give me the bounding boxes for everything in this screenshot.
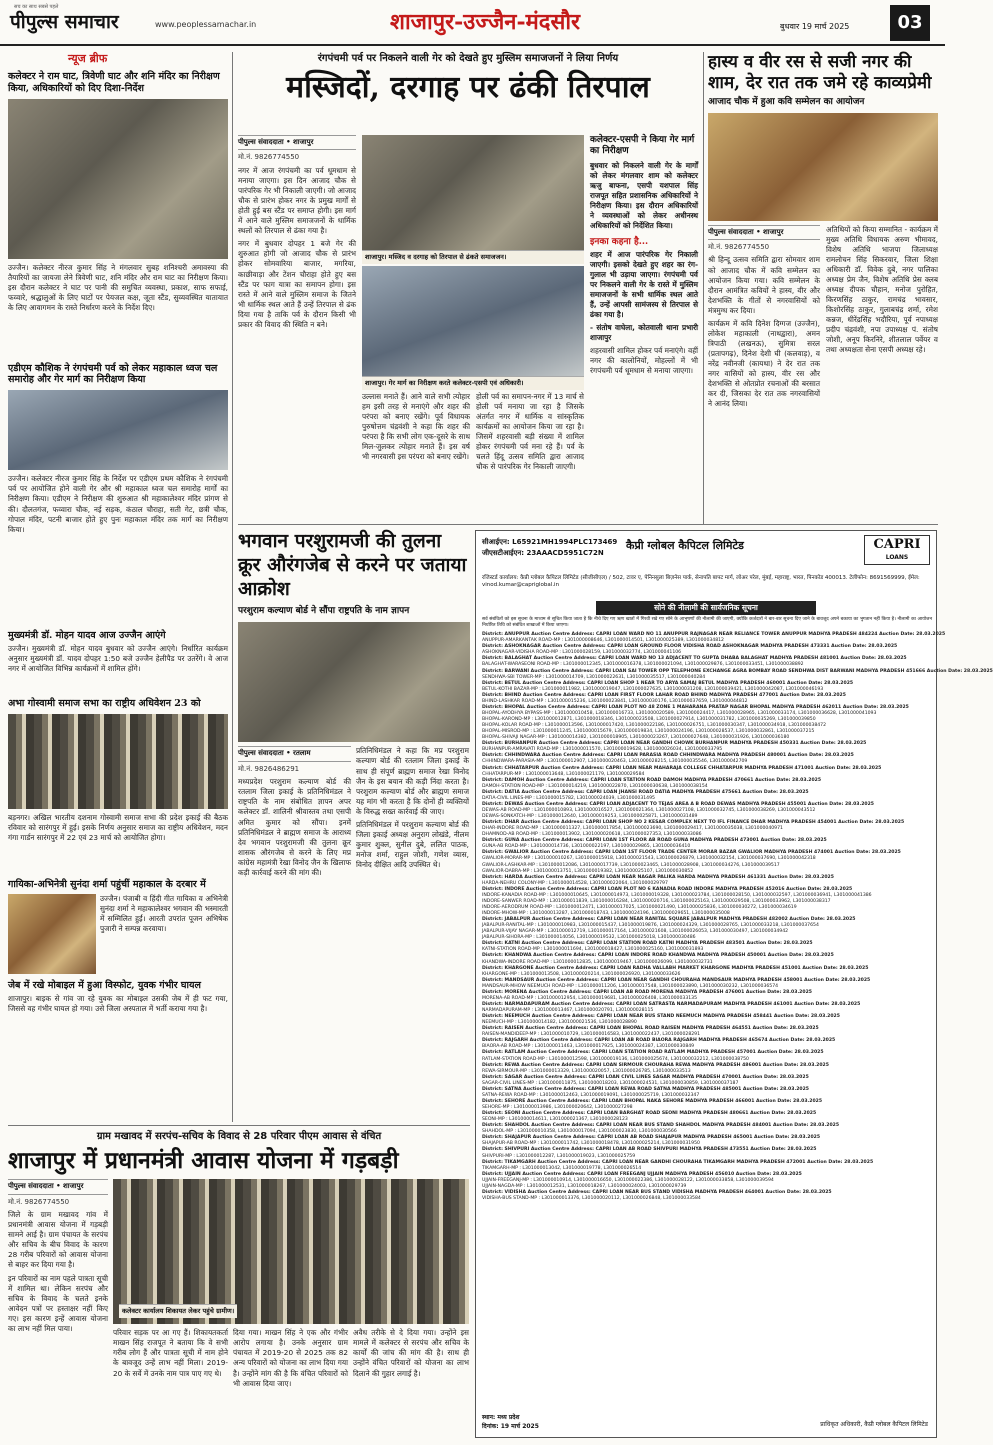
notice-line: SEONI-MP : L301000014611, L301000021367, L301000028123: [482, 1117, 628, 1123]
kavi-body-2: कार्यक्रम में कवि दिनेश दिग्गज (उज्जैन), लोकेश महाकाली (नाथद्वारा), अमन त्रिपाठी (लखनऊ), सुमित्रा सरल (प्रतापगढ़), दिनेश देशी घी (कलवाड़), व नरेंद्र नवीनजी (कायथा) ने देर रात तक नगर वासियों को हास्य, वीर रस और देशभक्ति से ओतप्रोत रचनाओं की बरसात कर दी, जिसका देर रात तक नगरवासियों ने आनंद लिया।: [708, 318, 820, 409]
notice-line: District: UJJAIN Auction Centre Address: CAPRI LOAN FREEGANJ UJJAIN MADHYA PRADESH 456010 Auction Date: 28.03.2025: [482, 1171, 802, 1177]
inspection-photo-caption: शाजापुर। गेर मार्ग का निरीक्षण करते कलेक्टर-एसपी एवं अधिकारी।: [362, 376, 584, 390]
brief-text-1: उज्जैन। कलेक्टर नीरज कुमार सिंह ने मंगलवार सुबह शनिश्चरी अमावस्या की तैयारियों का जायजा लेने त्रिवेणी घाट, शनि मंदिर और राम घाट का निरीक्षण किया। इस दौरान कलेक्टर ने घाट पर पानी की समुचित व्यवस्था, प्रकाश, साफ सफाई, फव्वारे, श्रद्धालुओं के लिए घाटों पर पेयजल कक्ष, जूता स्टैंड, सुव्यवस्थित यातायात के लिए आवागमन के रास्ते निर्धारण करने के निर्देश दिए।: [8, 262, 228, 312]
quote-text: शहर में आज पारंपरिक गेर निकाली जाएगी। इसको देखते हुए शहर का रंग-गुलाल भी उड़ाया जाएगा। रंगपंचमी पर्व पर निकलने वाली गेर के रास्ते में मुस्लिम समाजजनों के सभी धार्मिक स्थल आते हैं, उन्हें आपसी सामंजस्य से तिरपाल से ढंका गया है।: [590, 250, 698, 320]
notice-fine-print: [482, 617, 993, 1417]
notice-gstin: जीएसटीआईएन: 23AAACD5951C72N: [482, 548, 604, 557]
notice-line: District: BHIND Auction Centre Address: CAPRI LOAN FIRST FLOOR LAHAR ROAD BHIND MADHYA PRADESH 477001 Auction Date: 28.03.2025: [482, 692, 846, 698]
notice-line: District: TIKAMGARH Auction Centre Address: CAPRI LOAN NEAR GANDHI CHOURAHA TIKAMGARH MADHYA PRADESH 472001 Auction Date: 28.03.2025: [482, 1159, 874, 1165]
notice-line: SAGAR-CIVIL LINES-MP : L301000011875, L301000018203, L301000024531, L301000030859, L301000037187: [482, 1080, 739, 1086]
notice-line: CHHATARPUR-MP : L301000013648, L301000021179, L301000029584: [482, 771, 645, 777]
pm-awas-body-2: इन परिवारों का नाम पहले पात्रता सूची में शामिल था। लेकिन सरपंच और सचिव के विवाद के चलते इनके आवेदन पत्रों पर हस्ताक्षर नहीं किए गए। इस कारण इन्हें आवास योजना का लाभ नहीं मिल पाया।: [8, 1273, 108, 1333]
notice-line: District: BETUL Auction Centre Address: CAPRI LOAN SHOP 1 NEAR TO ARYA SAMAJ BETUL MADHYA PRADESH 460001 Auction Date: 28.03.2025: [482, 680, 854, 686]
notice-line: District: MORENA Auction Centre Address: CAPRI LOAN AB ROAD MORENA MADHYA PRADESH 476001 Auction Date: 28.03.2025: [482, 989, 812, 995]
notice-line: HARDA-NEHRU COLONY-MP : L301000014528, L301000022064, L301000029797: [482, 880, 668, 886]
villagers-photo-caption: कलेक्टर कार्यालय शिकायत लेकर पहुंचे ग्रामीण।: [119, 1304, 237, 1318]
notice-line: District: JABALPUR Auction Centre Address: CAPRI LOAN NEAR RANITAL SQUARE JABALPUR MADHYA PRADESH 482002 Auction Date: 28.03.2025: [482, 917, 856, 923]
notice-line: District: BHOPAL Auction Centre Address: CAPRI LOAN PLOT NO 48 ZONE 1 MAHARANA PRATAP NAGAR BHOPAL MADHYA PRADESH 462011 Auction Date: 28.03.2025: [482, 704, 909, 710]
sidebar-text: बुधवार को निकलने वाली गेर के मार्गों को लेकर मंगलवार शाम को कलेक्टर ऋजु बाफना, एसपी यशपाल सिंह राजपूत सहित प्रशासनिक अधिकारियों ने निरीक्षण किया। इस दौरान अधिकारियों ने व्यवस्थाओं को लेकर अधीनस्थ अधिकारियों को निर्देशित किया।: [590, 160, 698, 230]
notice-line: District: SAGAR Auction Centre Address: CAPRI LOAN CIVIL LINES SAGAR MADHYA PRADESH 470001 Auction Date: 28.03.2025: [482, 1074, 809, 1080]
notice-line: District: HARDA Auction Centre Address: CAPRI LOAN NEAR NAGAR PALIKA HARDA MADHYA PRADESH 461331 Auction Date: 28.03.2025: [482, 874, 834, 880]
notice-line: ASHOKNAGAR-VIDISHA ROAD-MP : L301000028159, L301000032774, L301000041106: [482, 650, 682, 656]
notice-line: BHOPAL-MISROD-MP : L301000011245, L301000015679, L301000019834, L301000024196, L301000028537, L301000032861, L301000037215: [482, 729, 815, 735]
notice-line: RATLAM-STATION ROAD-MP : L301000012598, L301000019136, L301000025674, L301000032212, L301000038750: [482, 1056, 749, 1062]
notice-cin: [482, 537, 617, 558]
notice-line: BALAGHAT-WARASEONI ROAD-MP : L301000012345, L301000016378, L301000021094, L301000029876, L301000033451, L301000038892: [482, 662, 804, 668]
notice-line: District: BALAGHAT Auction Centre Address: CAPRI LOAN WARD NO 13 ADJACENT TO GUPTA DHABA BALAGHAT MADHYA PRADESH 481001 Auction Date: 28.03.2025: [482, 656, 907, 662]
notice-line: District: RATLAM Auction Centre Address: CAPRI LOAN STATION ROAD RATLAM MADHYA PRADESH 457001 Auction Date: 28.03.2025: [482, 1050, 824, 1056]
newspaper-logo: पीपुल्स समाचार: [10, 11, 119, 33]
notice-line: District: SEONI Auction Centre Address: CAPRI LOAN BARGHAT ROAD SEONI MADHYA PRADESH 480661 Auction Date: 28.03.2025: [482, 1111, 817, 1117]
notice-line: BHIND-LASHKAR ROAD-MP : L301000015236, L301000023841, L301000030176, L301000037659, L301000044812: [482, 698, 748, 704]
notice-auction-list: [482, 632, 993, 1202]
logo-sub-text: LOANS: [885, 554, 909, 561]
notice-line: VIDISHA-BUS STAND-MP : L301000013376, L301000020112, L301000026848, L301000033584: [482, 1195, 701, 1201]
notice-line: ANUPPUR-AMARKANTAK ROAD-MP : L301000008646, L301000014501, L301000025389, L301000034812: [482, 638, 724, 644]
notice-line: NARMADAPURAM-MP : L301000013467, L301000020791, L301000028115: [482, 1008, 654, 1013]
parshuram-reporter-phone: मो.नं. 9826486291: [238, 764, 300, 773]
kavi-byline: पीपुल्स संवाददाता • शाजापुर: [708, 225, 820, 240]
issue-date: बुधवार 19 मार्च 2025: [780, 22, 850, 31]
pm-awas-byline: पीपुल्स संवाददाता • शाजापुर: [8, 1179, 108, 1194]
auction-notice-ad: [475, 530, 993, 1438]
notice-title: सोने की नीलामी की सार्वजनिक सूचना: [596, 601, 816, 615]
notice-line: JABALPUR-RANITAL-MP : L301000010983, L301000015437, L301000019876, L301000024329, L301000028765, L301000033218, L301000037654: [482, 923, 819, 929]
sidebar-headline: कलेक्टर-एसपी ने किया गेर मार्ग का निरीक्षण: [590, 135, 695, 157]
notice-intro: सर्व संबंधितों को इस सूचना के माध्यम से सूचित किया जाता है कि नीचे दिए गए ऋण खातों में गिरवी रखे गए सोने के आभूषणों की नीलामी की जाएगी, क्योंकि कर्जदारों ने बार-बार सूचना दिए जाने के बावजूद अपने बकाया का भुगतान नहीं किया है। नीलामी का आयोजन निर्धारित तिथि को संबंधित शाखाओं में किया जाएगा।: [482, 617, 932, 629]
pm-awas-headline: शाजापुर में प्रधानमंत्री आवास योजना में गड़बड़ी: [8, 1146, 399, 1174]
notice-line: MANDSAUR-MHOW NEEMUCH ROAD-MP : L301000011206, L301000017548, L301000023890, L301000030232, L301000036574: [482, 983, 779, 989]
kavi-body-1: श्री हिन्दू उत्सव समिति द्वारा सोमवार शाम को आजाद चौक में कवि सम्मेलन का आयोजन किया गया। कवि सम्मेलन के दौरान आमंत्रित कवियों ने हास्य, वीर और देशभक्ति के गीतों से नगरवासियों को मंत्रमुग्ध कर दिया।: [708, 255, 820, 315]
notice-line: BHOPAL-AYODHYA BYPASS-MP : L301000010458, L301000016733, L301000020589, L301000024417, L301000028965, L301000033174, L301000036628, L301000041093: [482, 710, 877, 716]
notice-line: District: SHAHDOL Auction Centre Address: CAPRI LOAN NEAR BUS STAND SHAHDOL MADHYA PRADESH 484001 Auction Date: 28.03.2025: [482, 1123, 840, 1129]
notice-line: BIAORA-AB ROAD-MP : L301000011463, L301000017925, L301000024387, L301000030849: [482, 1044, 695, 1050]
notice-line: DAMOH-STATION ROAD-MP : L301000014219, L301000022870, L301000030638, L301000038154: [482, 783, 708, 789]
notice-line: INDORE-KANADIA ROAD-MP : L301000010645, L301000014973, L301000019328, L301000023784, L301000028150, L301000032597, L301000036941, L301000041386: [482, 892, 872, 898]
lead-col-3: [476, 392, 584, 520]
notice-line: SHAHDOL-MP : L301000010358, L301000017094, L301000023830, L301000030566: [482, 1129, 677, 1135]
lead-byline: पीपुल्स संवाददाता • शाजापुर: [238, 135, 356, 150]
kavi-headline: हास्य व वीर रस से सजी नगर की शाम, देर रात तक जमे रहे काव्यप्रेमी: [708, 52, 932, 93]
notice-line: District: INDORE Auction Centre Address: CAPRI LOAN PLOT NO 6 KANADIA ROAD INDORE MADHYA PRADESH 452016 Auction Date: 28.03.2025: [482, 886, 853, 892]
notice-line: District: RAJGARH Auction Centre Address: CAPRI LOAN AB ROAD BIAORA RAJGARH MADHYA PRADESH 465674 Auction Date: 28.03.2025: [482, 1038, 836, 1044]
quote-heading: इनका कहना है...: [590, 236, 649, 247]
lead-body-2: नगर में बुधवार दोपहर 1 बजे गेर की शुरुआत होगी जो आजाद चौक से प्रारंभ होकर सोमवारिया बाजार, मगरिया, काछीवाड़ा और टेंशन चौराहा होते हुए बस स्टैंड पर फाग यात्रा का समापन होगा। इस रास्ते में आने वाले मुस्लिम समाज के जितने भी धार्मिक स्थल आते हैं उन्हें तिरपाल से ढंक दिया गया है ताकि पर्व के दौरान किसी भी प्रकार की विवाद की स्थिति न बने।: [238, 239, 356, 329]
goswami-samaj-photo: [8, 714, 228, 809]
gair-route-inspection-photo: [362, 266, 584, 376]
pm-awas-reporter-phone: मो.नं. 9826774550: [8, 1197, 70, 1206]
notice-line: District: ANUPPUR Auction Centre Address: CAPRI LOAN WARD NO 11 ANUPPUR RAJNAGAR NEAR RELIANCE TOWER ANUPPUR MADHYA PRADESH 484224 Auction Date: 28.03.2025: [482, 632, 946, 638]
brand-tagline: सच का साथ सबसे पहले: [14, 4, 59, 10]
brief-text-3: उज्जैन। मुख्यमंत्री डॉ. मोहन यादव बुधवार को उज्जैन आएंगे। निर्धारित कार्यक्रम अनुसार मुख्यमंत्री डॉ. यादव दोपहर 1:50 बजे उज्जैन हेलीपैड पर उतरेंगे। वे आज नगर में आयोजित विभिन्न कार्यक्रमों में शामिल होंगे।: [8, 644, 228, 674]
kavi-sammelan-photo: [708, 113, 938, 221]
notice-cin-number: सीआईएन: L65921MH1994PLC173469: [482, 538, 618, 546]
notice-line: District: KATNI Auction Centre Address: CAPRI LOAN STATION ROAD KATNI MADHYA PRADESH 483501 Auction Date: 28.03.2025: [482, 941, 813, 947]
brief-headline-1: कलेक्टर ने राम घाट, त्रिवेणी घाट और शनि मंदिर का निरीक्षण किया, अधिकारियों को दिए दिशा-निर्देश: [8, 70, 220, 94]
notice-line: JABALPUR-VIJAY NAGAR-MP : L301000012719, L301000017164, L301000021608, L301000026053, L301000030497, L301000034942: [482, 929, 789, 935]
website-url: www.peoplessamachar.in: [155, 20, 257, 29]
page-number: 03: [890, 5, 930, 41]
notice-line: District: SATNA Auction Centre Address: CAPRI LOAN REWA ROAD SATNA MADHYA PRADESH 485001 Auction Date: 28.03.2025: [482, 1086, 809, 1092]
villagers-complaint-photo: [113, 1179, 469, 1324]
lead-body-3: उल्लास मनाते हैं। आने वाले सभी त्योहार हम इसी तरह से मनाएंगे और शहर की परंपरा को बनाए रखेंगे। पूर्व विधायक पुरुषोत्तम चंद्रवंशी ने कहा कि शहर की परंपरा है कि सभी लोग एक-दूसरे के साथ मिल-जुलकर त्योहार मनाते हैं। इस वर्ष भी नगरवासी इस परंपरा को बनाए रखेंगे।: [362, 392, 470, 462]
mosque-tarpaulin-photo: [362, 135, 584, 250]
lead-col-1: [238, 135, 356, 520]
logo-main-text: CAPRI: [873, 537, 921, 552]
masthead: [0, 0, 945, 46]
brief-text-4: बड़नगर। अखिल भारतीय दशनाम गोस्वामी समाज सभा की प्रदेश इकाई की बैठक रविवार को सारंगपुर में हुई। इसके निर्णय अनुसार समाज का राष्ट्रीय अधिवेशन, मदन गंगा गार्डन सारंगपुर में 22 एवं 23 मार्च को आयोजित होगा।: [8, 813, 228, 843]
lead-tail-text: शहरवासी शामिल होकर पर्व मनाएंगे। वहीं नगर की कालोनियों, मोहल्लों में भी रंगपंचमी पर्व धूमधाम से मनाया जाएगा।: [590, 345, 698, 375]
lead-body-1: नगर में आज रंगपंचमी का पर्व धूमधाम से मनाया जाएगा। इस दिन आजाद चौक से पारंपरिक गेर भी निकाली जाएगी। जो आजाद चौक से प्रारंभ होकर नगर के प्रमुख मार्गों से होती हुई बस स्टैंड पर समाप्त होगी। इस मार्ग में आने वाले मुस्लिम समाजजनों के धार्मिक स्थलों को तिरपाल से ढंका गया है।: [238, 165, 356, 236]
notice-line: DHAR-INDORE ROAD-MP : L301000011327, L301000017854, L301000023690, L301000029417, L301000035038, L301000040971: [482, 826, 783, 832]
notice-line: SENDHWA-SBI TOWER-MP : L301000014709, L301000022631, L301000035517, L301000040284: [482, 674, 706, 680]
notice-line: DEWAS-AB ROAD-MP : L301000010893, L301000016527, L301000021364, L301000027108, L301000032745, L301000038269, L301000043512: [482, 807, 816, 813]
lead-headline: मस्जिदों, दरगाह पर ढंकी तिरपाल: [286, 69, 650, 105]
notice-line: District: GWALIOR Auction Centre Address: CAPRI LOAN 1ST FLOOR TRADE CENTER MORAR BAZAR GWALIOR MADHYA PRADESH 474001 Auction Date: 28.03.2025: [482, 850, 901, 856]
parshuram-story: [238, 530, 470, 1120]
notice-line: DEWAS-SONKATCH-MP : L301000012640, L301000019253, L301000025871, L301000031489: [482, 814, 698, 819]
notice-line: District: DAMOH Auction Centre Address: CAPRI LOAN STATION ROAD DAMOH MADHYA PRADESH 470661 Auction Date: 28.03.2025: [482, 777, 822, 783]
pm-awas-body-4: दिया गया। माखन सिंह ने एक और गंभीर आरोप लगाया है। उनके अनुसार ग्राम पंचायत में 2019-20 से 2025 तक 82 अन्य परिवारों को योजना का लाभ दिया गया है। उन्होंने मांग की है कि वंचित परिवारों को भी आवास दिया जाए।: [233, 1328, 348, 1388]
pm-awas-body-3: परिवार सड़क पर आ गए हैं। शिकायतकर्ता माखन सिंह राजपूत ने बताया कि वे सभी गरीब लोग हैं और पात्रता सूची में नाम होने के बावजूद उन्हें लाभ नहीं मिला। 2019-20 के सर्वे में उनके नाम पात्र पाए गए थे।: [113, 1328, 228, 1378]
brief-headline-6: जेब में रखे मोबाइल में हुआ विस्फोट, युवक गंभीर घायल: [8, 979, 201, 991]
column-divider: [703, 52, 704, 524]
notice-line: INDORE-SANWER ROAD-MP : L301000011839, L301000016284, L301000020716, L301000025163, L301000029508, L301000033962, L301000038317: [482, 898, 831, 904]
kavi-deck: आजाद चौक में हुआ कवि सम्मेलन का आयोजन: [708, 97, 865, 108]
singer-mahakal-photo: [8, 894, 96, 974]
brief-headline-3: मुख्यमंत्री डॉ. मोहन यादव आज उज्जैन आएंगे: [8, 630, 166, 642]
notice-line: District: BARWANI Auction Centre Address: CAPRI LOAN SAI TOWER OPP TELEPHONE EXCHANGE AGRA BOMBAY ROAD SENDHWA DIST BARWANI MADHYA PRADESH 451666 Auction Date: 28.03.2025: [482, 668, 993, 674]
parshuram-body-3: प्रतिनिधिमंडल में परशुराम कल्याण बोर्ड की जिला इकाई अध्यक्ष अनुराग लोखंडे, नीलम कुमार शुक्ल, सुनील दुबे, ललित पाठक, मनोज शर्मा, राहुल जोशी, गणेश व्यास, विनोद दीक्षित आदि उपस्थित थे।: [356, 819, 469, 870]
notice-company-name: कैप्री ग्लोबल कैपिटल लिमिटेड: [626, 539, 744, 552]
notice-line: BHOPAL-SHIVAJI NAGAR-MP : L301000014382, L301000018905, L301000023267, L301000027648, L301000031926, L301000036180: [482, 735, 790, 741]
notice-line: District: SHAJAPUR Auction Centre Address: CAPRI LOAN AB ROAD SHAJAPUR MADHYA PRADESH 465001 Auction Date: 28.03.2025: [482, 1135, 821, 1141]
notice-line: BHOPAL-KAROND-MP : L301000012871, L301000018346, L301000023508, L301000027914, L301000031782, L301000035269, L301000039850: [482, 717, 816, 722]
notice-place-date: स्थान: मध्य प्रदेश दिनांक: 19 मार्च 2025: [482, 1414, 539, 1430]
brief-headline-2: एडीएम कौशिक ने रंगपंचमी पर्व को लेकर महाकाल ध्वज चल समारोह और गेर मार्ग का निरीक्षण किया: [8, 362, 218, 386]
section-title: शाजापुर-उज्जैन-मंदसौर: [390, 9, 581, 35]
notice-line: BETUL-KOTHI BAZAR-MP : L301000011982, L301000019047, L301000027635, L301000031208, L301000039421, L301000042087, L301000046193: [482, 686, 824, 692]
notice-line: MORENA-AB ROAD-MP : L301000012954, L301000019681, L301000026408, L301000033135: [482, 995, 698, 1001]
notice-line: JABALPUR-SIHORA-MP : L301000014056, L301000019532, L301000025018, L301000030486: [482, 935, 696, 941]
notice-line: District: REWA Auction Centre Address: CAPRI LOAN SIRMOUR CHOURAHA REWA MADHYA PRADESH 486001 Auction Date: 28.03.2025: [482, 1062, 829, 1068]
mosque-photo-caption: शाजापुर। मस्जिद व दरगाह को तिरपाल से ढंकते समाजजन।: [362, 250, 584, 264]
parshuram-body-1: मध्यप्रदेश परशुराम कल्याण बोर्ड की रतलाम जिला इकाई के प्रतिनिधिमंडल ने राष्ट्रपति के नाम संबोधित ज्ञापन अपर कलेक्टर डॉ. शालिनी श्रीवास्तव तथा एसपी अमित कुमार को सौंपा। इनमें प्रतिनिधिमंडल ने ब्राह्मण समाज के आराध्य देव भगवान परशुरामजी की तुलना क्रूर शासक औरंगजेब से करने के लिए मप्र कांग्रेस महामंत्री रेखा विनोद जैन के खिलाफ कड़ी कार्रवाई करने की मांग की।: [238, 777, 351, 877]
notice-line: District: DHAR Auction Centre Address: CAPRI LOAN SHOP NO 2 KESAR COMPLEX NEXT TO IFL FINANCE DHAR MADHYA PRADESH 454001 Auction Date: 28.03.2025: [482, 820, 905, 826]
brief-headline-4: अभा गोस्वामी समाज सभा का राष्ट्रीय अधिवेशन 23 को: [8, 698, 201, 710]
pm-awas-body-1: जिले के ग्राम मखावद गांव में प्रधानमंत्री आवास योजना में गड़बड़ी सामने आई है। ग्राम पंचायत के सरपंच और सचिव के बीच विवाद के कारण 28 गरीब परिवारों को आवास योजना से बाहर कर दिया गया है।: [8, 1210, 108, 1270]
lead-col-2: [362, 392, 470, 520]
brief-text-5: उज्जैन। पंजाबी व हिंदी गीत गायिका व अभिनेत्री सुनंदा शर्मा ने महाकालेश्वर भगवान की भस्मारती में सम्मिलित हुईं। आरती उपरांत पूजन अभिषेक पुजारी ने सम्पन्न करवाया।: [100, 893, 228, 934]
notice-line: District: CHHINDWARA Auction Centre Address: CAPRI LOAN PARASIA ROAD CHHINDWARA MADHYA PRADESH 480001 Auction Date: 28.03.2025: [482, 753, 854, 759]
notice-line: District: NEEMUCH Auction Centre Address: CAPRI LOAN NEAR BUS STAND NEEMUCH MADHYA PRADESH 458441 Auction Date: 28.03.2025: [482, 1014, 840, 1020]
notice-line: INDORE-MHOW-MP : L301000013287, L301000018743, L301000024196, L301000029651, L301000035008: [482, 911, 730, 916]
notice-line: REWA-SIRMOUR-MP : L301000013329, L301000020057, L301000026785, L301000033513: [482, 1068, 691, 1074]
parshuram-body-2: प्रतिनिधिमंडल ने कहा कि मप्र परशुराम कल्याण बोर्ड की रतलाम जिला इकाई के साथ ही संपूर्ण ब्राह्मण समाज रेखा विनोद जैन के इस बयान की कड़ी निंदा करता है। परशुराम कल्याण बोर्ड और ब्राह्मण समाज यह मांग भी करता है कि दोनों ही व्यक्तियों के विरुद्ध सख्त कार्रवाई की जाए।: [356, 746, 469, 816]
notice-line: BURHANPUR-AMRAVATI ROAD-MP : L301000011570, L301000019628, L301000026034, L301000033795: [482, 747, 723, 753]
notice-line: SHAJAPUR-AB ROAD-MP : L301000011742, L301000018478, L301000025214, L301000031950: [482, 1141, 700, 1147]
capri-loans-logo: [864, 535, 930, 565]
notice-line: GWALIOR-MORAR-MP : L301000010267, L301000015918, L301000021543, L301000026879, L301000032154, L301000037690, L301000042318: [482, 856, 816, 862]
collector-inspection-photo: [8, 99, 228, 259]
kavi-sammelan-story: [708, 52, 938, 524]
notice-line: District: SEHORE Auction Centre Address: CAPRI LOAN BHOPAL NAKA SEHORE MADHYA PRADESH 466001 Auction Date: 28.03.2025: [482, 1098, 823, 1104]
notice-line: INDORE-AERODRUM ROAD-MP : L301000012471, L301000017025, L301000021490, L301000025836, L301000030272, L301000034619: [482, 904, 797, 910]
pm-awas-story: [8, 1130, 470, 1440]
pm-awas-body-5: अवैध तरीके से दे दिया गया। उन्होंने इस मामले में कलेक्टर से सरपंच और सचिव के कार्यों की जांच की मांग की है। साथ ही उन्होंने वंचित परिवारों को योजना का लाभ दिलाने की गुहार लगाई है।: [353, 1328, 469, 1378]
notice-line: SATNA-REWA ROAD-MP : L301000012463, L301000019091, L301000025719, L301000032347: [482, 1092, 700, 1098]
notice-line: District: VIDISHA Auction Centre Address: CAPRI LOAN NEAR BUS STAND VIDISHA MADHYA PRADESH 464001 Auction Date: 28.03.2025: [482, 1189, 832, 1195]
notice-line: DHAMNOD-AB ROAD-MP : L301000013902, L301000020618, L301000027353, L301000033086: [482, 832, 702, 838]
notice-line: District: KHARGONE Auction Centre Address: CAPRI LOAN RADHA VALLABH MARKET KHARGONE MADHYA PRADESH 451001 Auction Date: 28.03.2025: [482, 965, 869, 971]
adm-inspection-photo: [8, 390, 228, 470]
notice-line: KHARGONE-MP : L301000013508, L301000020214, L301000026920, L301000033626: [482, 971, 681, 977]
notice-line: SEHORE-MP : L301000013986, L301000020642, L301000027298: [482, 1105, 633, 1110]
notice-line: TIKAMGARH-MP : L301000013042, L301000019778, L301000026514: [482, 1165, 642, 1171]
notice-line: District: RAISEN Auction Centre Address: CAPRI LOAN BHOPAL ROAD RAISEN MADHYA PRADESH 464551 Auction Date: 28.03.2025: [482, 1026, 819, 1032]
notice-line: District: ASHOKNAGAR Auction Centre Address: CAPRI LOAN GROUND FLOOR VIDISHA ROAD ASHOKNAGAR MADHYA PRADESH 473331 Auction Date: 28.03.2025: [482, 644, 898, 650]
notice-line: District: SHIVPURI Auction Centre Address: CAPRI LOAN AB ROAD SHIVPURI MADHYA PRADESH 473551 Auction Date: 28.03.2025: [482, 1147, 817, 1153]
notice-line: District: KHANDWA Auction Centre Address: CAPRI LOAN INDORE ROAD KHANDWA MADHYA PRADESH 450001 Auction Date: 28.03.2025: [482, 953, 834, 959]
lead-body-4: होली पर्व का समापन-नगर में 13 मार्च से होली पर्व मनाया जा रहा है जिसके अंतर्गत नगर में धार्मिक व सांस्कृतिक कार्यक्रमों का आयोजन किया जा रहा है। जिसमें शहरवासी बड़ी संख्या में शामिल होकर रंगपंचमी पर्व मना रहे हैं। पर्व के चलते हिंदू उत्सव समिति द्वारा आजाद चौक से पारंपरिक गेर निकाली जाएगी।: [476, 392, 584, 472]
notice-line: GWALIOR-LASHKAR-MP : L301000012086, L301000017739, L301000023465, L301000028908, L301000034276, L301000039517: [482, 862, 780, 868]
kavi-body-3: अतिथियों को किया सम्मानित - कार्यक्रम में मुख्य अतिथि विधायक अरुण भीमावद, विशेष अतिथि भाजपा जिलाध्यक्ष रामलोचन सिंह सिकरवार, जिला शिक्षा अधिकारी डॉ. विवेक दुबे, नगर पालिका अध्यक्ष प्रेम जैन, विशेष अतिथि प्रेस क्लब अध्यक्ष दीपक चौहान, मनोज पुरोहित, किरणसिंह ठाकुर, रामचंद्र भावसार, किशोरसिंह ठाकुर, गुलाबचंद्र शर्मा, रमेश कन्नज, धीरेंद्रसिंह भदौरिया, पूर्व नपाध्यक्ष प्रदीप चंद्रवंशी, नपा उपाध्यक्ष पं. संतोष जोशी, अनूप किरनिरे, शीतलाल पर्वेयर व तथा अध्यक्षता सेना एसपी अध्यक्ष रहे।: [826, 224, 938, 355]
notice-signatory: प्राधिकृत अधिकारी, कैप्री ग्लोबल कैपिटल लिमिटेड: [820, 1420, 928, 1428]
notice-line: CHHINDWARA-PARASIA-MP : L301000012907, L301000020463, L301000028215, L301000035546, L301000042709: [482, 759, 748, 765]
notice-line: BHOPAL-KOLAR ROAD-MP : L301000013596, L301000017420, L301000022186, L301000026751, L301000030347, L301000034918, L301000038472: [482, 723, 827, 729]
news-brief-label: न्यूज ब्रीफ: [68, 52, 108, 65]
notice-line: RAISEN-MANDIDEEP-MP : L301000010729, L301000016583, L301000022437, L301000028291: [482, 1032, 701, 1038]
section-divider: [238, 524, 938, 525]
column-divider: [232, 52, 233, 1122]
notice-line: District: CHHATARPUR Auction Centre Address: CAPRI LOAN NEAR MAHARAJA COLLEGE CHHATARPUR MADHYA PRADESH 471001 Auction Date: 28.03.2025: [482, 765, 882, 771]
lead-reporter-phone: मो.नं. 9826774550: [238, 153, 300, 162]
parshuram-headline: भगवान परशुरामजी की तुलना क्रूर औरंगजेब से करने पर जताया आक्रोश: [238, 530, 467, 600]
notice-line: District: NARMADAPURAM Auction Centre Address: CAPRI LOAN SATRASTA NARMADAPURAM MADHYA PRADESH 461001 Auction Date: 28.03.2025: [482, 1001, 861, 1007]
memorandum-photo: [238, 622, 470, 742]
notice-line: DATIA-CIVIL LINES-MP : L301000015782, L301000024039, L301000031495: [482, 795, 655, 801]
notice-registered-office: रजिस्टर्ड कार्यालय: कैप्री ग्लोबल कैपिटल लिमिटेड (सीजीसीएल) / 502, टावर ए, पेनिनसुला बिज़नेस पार्क, सेनापति बापट मार्ग, लोअर परेल, मुंबई, महाराष्ट्र, भारत, पिनकोड 400013. टेलीफोन: 8691569999, ईमेल: vinod.kumar@capriglobal.in: [482, 575, 920, 589]
notice-line: KATNI-STATION ROAD-MP : L301000011694, L301000018427, L301000025160, L301000031893: [482, 947, 704, 953]
notice-line: District: BURHANPUR Auction Centre Address: CAPRI LOAN NEAR GANDHI CHOWK BURHANPUR MADHYA PRADESH 450331 Auction Date: 28.03.2025: [482, 741, 867, 747]
notice-line: District: DATIA Auction Centre Address: CAPRI LOAN JHANSI ROAD DATIA MADHYA PRADESH 475661 Auction Date: 28.03.2025: [482, 789, 809, 795]
pm-awas-kicker: ग्राम मखावद में सरपंच-सचिव के विवाद से 28 परिवार पीएम आवास से वंचित: [96, 1131, 382, 1142]
parshuram-deck: परशुराम कल्याण बोर्ड ने सौंपा राष्ट्रपति के नाम ज्ञापन: [238, 606, 410, 617]
notice-line: GWALIOR-DABRA-MP : L301000013751, L301000019382, L301000025107, L301000030852: [482, 868, 694, 874]
notice-line: SHIVPURI-MP : L301000012287, L301000019023, L301000025759: [482, 1153, 636, 1159]
notice-line: UJJAIN-FREEGANJ-MP : L301000010914, L301000016650, L301000022386, L301000028122, L301000033858, L301000039594: [482, 1177, 774, 1183]
brief-text-6: शाजापुर। बाइक से गांव जा रहे युवक का मोबाइल उसकी जेब में ही फट गया, जिससे वह गंभीर घायल हो गया। उसे जिला अस्पताल में भर्ती कराया गया है।: [8, 993, 228, 1013]
notice-line: District: GUNA Auction Centre Address: CAPRI LOAN 1ST FLOOR AB ROAD GUNA MADHYA PRADESH 473001 Auction Date: 28.03.2025: [482, 838, 827, 844]
news-brief-column: [8, 52, 228, 1122]
notice-line: NEEMUCH-MP : L301000014182, L301000021536, L301000028890: [482, 1020, 637, 1026]
kavi-reporter-phone: मो.नं. 9826774550: [708, 243, 770, 252]
quote-signature: - संतोष वाघेला, कोतवाली थाना प्रभारी शाजापुर: [590, 322, 698, 342]
notice-line: District: MANDSAUR Auction Centre Address: CAPRI LOAN NEAR GANDHI CHOURAHA MANDSAUR MADHYA PRADESH 458001 Auction Date: 28.03.2025: [482, 977, 871, 983]
brief-headline-5: गायिका-अभिनेत्री सुनंदा शर्मा पहुंचीं महाकाल के दरबार में: [8, 879, 206, 891]
notice-line: UJJAIN-NAGDA-MP : L301000012531, L301000018267, L301000024003, L301000029739: [482, 1183, 687, 1189]
lead-sidebar: [590, 135, 698, 520]
lead-kicker: रंगपंचमी पर्व पर निकलने वाली गेर को देखते हुए मुस्लिम समाजजनों ने लिया निर्णय: [317, 53, 619, 64]
notice-line: GUNA-AB ROAD-MP : L301000014736, L301000022197, L301000029865, L301000036410: [482, 844, 691, 850]
parshuram-byline: पीपुल्स संवाददाता • रतलाम: [238, 746, 351, 761]
brief-text-2: उज्जैन। कलेक्टर नीरज कुमार सिंह के निर्देश पर एडीएम प्रथम कौशिक ने रंगपंचमी पर्व पर आयोजित होने वाली गेर और श्री महाकाल ध्वज चल समारोह मार्गों का निरीक्षण किया। एडीएम ने निरीक्षण की शुरुआत श्री महाकालेश्वर मंदिर प्रांगण से की। दौलतगंज, फव्वारा चौक, नई सड़क, कंठाल चौराहा, सती गेट, छत्री चौक, गोपाल मंदिर, पटनी बाजार होते हुए पुनः महाकाल मंदिर तक मार्ग का निरीक्षण किया।: [8, 474, 228, 534]
section-divider: [8, 1125, 470, 1126]
lead-story-header: [238, 52, 698, 132]
notice-line: KHANDWA-INDORE ROAD-MP : L301000012835, L301000019467, L301000026099, L301000032731: [482, 959, 713, 965]
notice-line: District: DEWAS Auction Centre Address: CAPRI LOAN ADJACENT TO TEJAS AREA A B ROAD DEWAS MADHYA PRADESH 455001 Auction Date: 28.03.2025: [482, 801, 875, 807]
